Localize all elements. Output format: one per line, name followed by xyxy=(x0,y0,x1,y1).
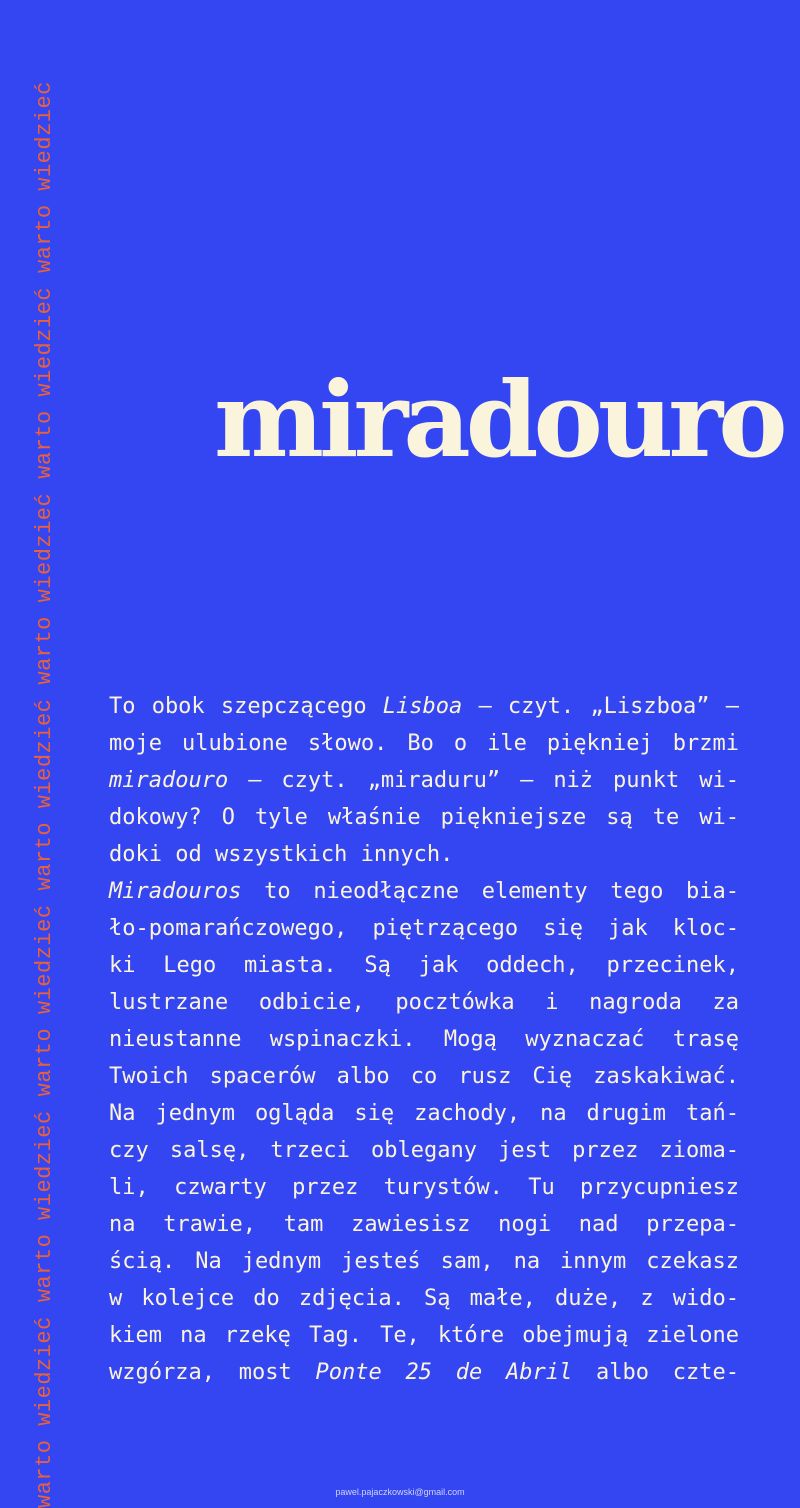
body-line xyxy=(109,1169,739,1206)
side-label-item: warto wiedzieć xyxy=(32,698,57,891)
body-paragraph xyxy=(109,688,739,1391)
side-label-item: warto wiedzieć xyxy=(32,492,57,685)
body-line xyxy=(109,910,739,947)
body-text-segment: ki Lego miasta. Są jak oddech, przecinek, xyxy=(109,953,739,978)
body-text-segment: To obok szepczącego xyxy=(109,694,383,719)
body-emphasis: Miradouros xyxy=(109,879,242,904)
body-line xyxy=(109,762,739,799)
body-line xyxy=(109,1058,739,1095)
side-label-item: warto wiedzieć xyxy=(32,286,57,479)
body-line xyxy=(109,1132,739,1169)
body-text-segment: dokowy? O tyle właśnie piękniejsze są te wi- xyxy=(109,805,739,830)
body-text-segment: albo czte- xyxy=(572,1360,739,1385)
body-text-segment: li, czwarty przez turystów. Tu przycupniesz xyxy=(109,1175,739,1200)
body-line xyxy=(109,1317,739,1354)
body-line xyxy=(109,873,739,910)
body-text-segment: moje ulubione słowo. Bo o ile piękniej brzmi xyxy=(109,731,739,756)
body-text-segment: lustrzane odbicie, pocztówka i nagroda za xyxy=(109,990,739,1015)
side-label-item: warto wiedzieć xyxy=(32,1110,57,1303)
body-text-segment: Na jednym ogląda się zachody, na drugim tań- xyxy=(109,1101,739,1126)
body-text-segment: wzgórza, most xyxy=(109,1360,316,1385)
body-text-segment: ścią. Na jednym jesteś sam, na innym czekasz xyxy=(109,1249,739,1274)
body-line xyxy=(109,984,739,1021)
body-text-segment: nieustanne wspinaczki. Mogą wyznaczać trasę xyxy=(109,1027,739,1052)
body-line xyxy=(109,1243,739,1280)
body-line xyxy=(109,1206,739,1243)
body-line xyxy=(109,725,739,762)
side-label-item: warto wiedzieć xyxy=(32,1316,57,1508)
body-line xyxy=(109,1021,739,1058)
body-text-segment: na trawie, tam zawiesisz nogi nad przepa- xyxy=(109,1212,739,1237)
body-emphasis: Lisboa xyxy=(382,694,463,719)
body-emphasis: Ponte 25 de Abril xyxy=(315,1360,573,1385)
body-text-segment: ło-pomarańczowego, piętrzącego się jak kloc- xyxy=(109,916,739,941)
body-line xyxy=(109,799,739,836)
body-line xyxy=(109,1280,739,1317)
body-text-segment: Twoich spacerów albo co rusz Cię zaskakiwać. xyxy=(109,1064,739,1089)
body-text-segment: czy salsę, trzeci oblegany jest przez zioma- xyxy=(109,1138,739,1163)
body-line xyxy=(109,1095,739,1132)
side-label-item: warto wiedzieć xyxy=(32,81,57,273)
body-text-segment: – czyt. „Liszboa” – xyxy=(462,694,739,719)
side-label-text xyxy=(28,0,62,1508)
body-text-segment: doki od wszystkich innych. xyxy=(109,842,454,867)
body-line xyxy=(109,1354,739,1391)
body-line xyxy=(109,688,739,725)
side-label-item: warto wiedzieć xyxy=(32,904,57,1097)
body-line xyxy=(109,947,739,984)
body-text-segment: – czyt. „miraduru” – niż punkt wi- xyxy=(228,768,739,793)
footer-email: pawel.pajaczkowski@gmail.com xyxy=(335,1487,465,1497)
body-text-segment: w kolejce do zdjęcia. Są małe, duże, z wido- xyxy=(109,1286,739,1311)
body-text-segment: kiem na rzekę Tag. Te, które obejmują zielone xyxy=(109,1323,739,1348)
body-emphasis: miradouro xyxy=(109,768,229,793)
body-text-segment: to nieodłączne elementy tego bia- xyxy=(241,879,739,904)
side-label-strip xyxy=(28,0,62,1508)
page-title: miradouro xyxy=(214,358,783,481)
body-line xyxy=(109,836,739,873)
